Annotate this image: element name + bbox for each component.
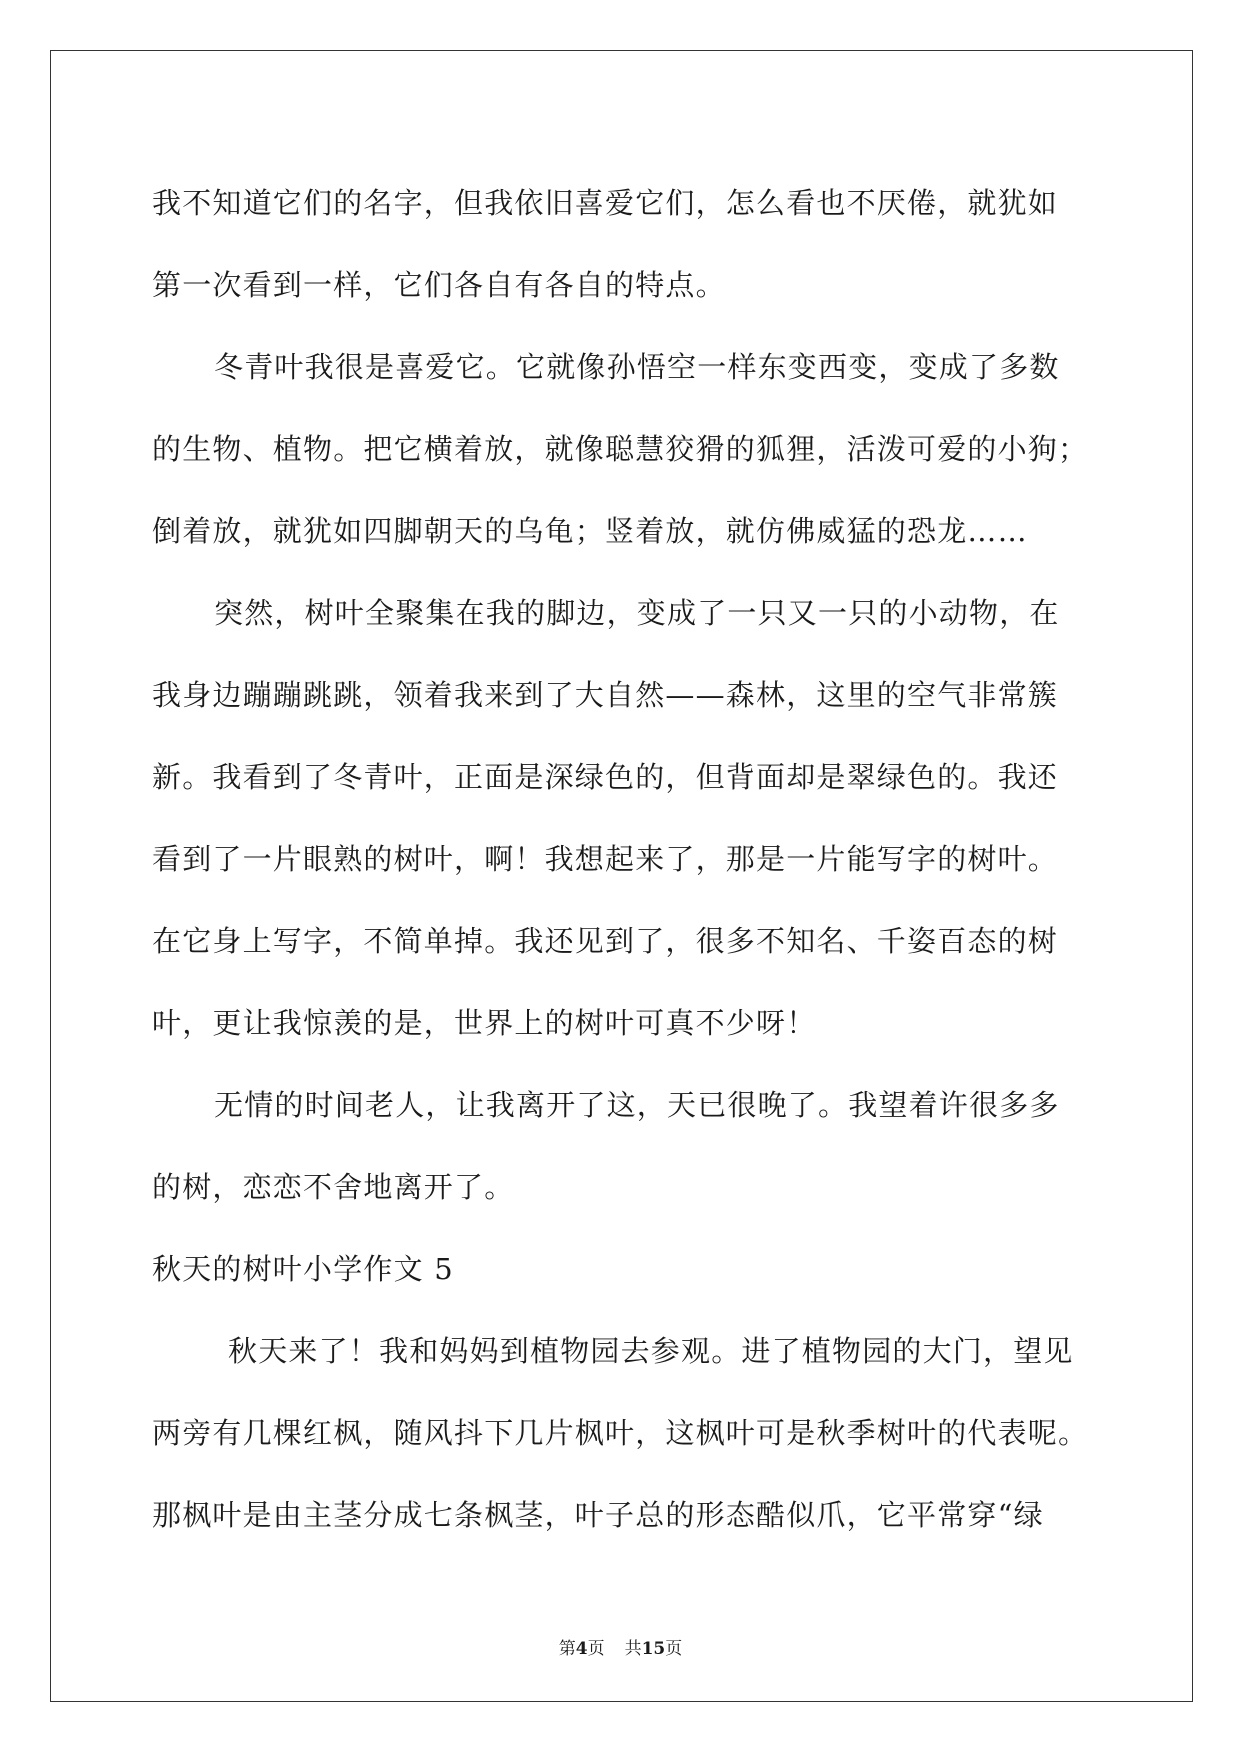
current-page-number: 4 [575, 1639, 588, 1659]
page-footer [0, 1634, 1241, 1659]
footer-page-prefix: 第 [558, 1639, 576, 1659]
text-line: 无情的时间老人，让我离开了这，天已很晚了。我望着许很多多 [214, 1088, 1060, 1122]
text-line: 倒着放，就犹如四脚朝天的乌龟；竖着放，就仿佛威猛的恐龙…… [152, 514, 1028, 548]
text-line: 两旁有几棵红枫，随风抖下几片枫叶，这枫叶可是秋季树叶的代表呢。 [152, 1416, 1089, 1450]
text-line: 第一次看到一样，它们各自有各自的特点。 [152, 268, 726, 302]
text-line: 冬青叶我很是喜爱它。它就像孙悟空一样东变西变，变成了多数 [214, 350, 1060, 384]
text-line: 的树，恋恋不舍地离开了。 [152, 1170, 515, 1204]
text-line: 看到了一片眼熟的树叶，啊！我想起来了，那是一片能写字的树叶。 [152, 842, 1059, 876]
text-line: 我不知道它们的名字，但我依旧喜爱它们，怎么看也不厌倦，就犹如 [152, 186, 1059, 220]
text-line: 秋天来了！我和妈妈到植物园去参观。进了植物园的大门，望见 [228, 1334, 1074, 1368]
text-line: 叶，更让我惊羡的是，世界上的树叶可真不少呀！ [152, 1006, 817, 1040]
footer-total-prefix: 共 [624, 1639, 642, 1659]
footer-total-suffix: 页 [665, 1639, 683, 1659]
footer-page-suffix: 页 [587, 1639, 605, 1659]
text-line: 我身边蹦蹦跳跳，领着我来到了大自然——森林，这里的空气非常簇 [152, 678, 1059, 712]
text-line: 突然，树叶全聚集在我的脚边，变成了一只又一只的小动物，在 [214, 596, 1060, 630]
total-page-count: 15 [641, 1639, 666, 1659]
section-heading: 秋天的树叶小学作文 5 [152, 1252, 454, 1286]
document-body [152, 162, 1092, 1556]
text-line: 新。我看到了冬青叶，正面是深绿色的，但背面却是翠绿色的。我还 [152, 760, 1059, 794]
text-line: 的生物、植物。把它横着放，就像聪慧狡猾的狐狸，活泼可爱的小狗； [152, 432, 1089, 466]
text-line: 在它身上写字，不简单掉。我还见到了，很多不知名、千姿百态的树 [152, 924, 1059, 958]
text-line: 那枫叶是由主茎分成七条枫茎，叶子总的形态酷似爪，它平常穿“绿 [152, 1498, 1044, 1532]
